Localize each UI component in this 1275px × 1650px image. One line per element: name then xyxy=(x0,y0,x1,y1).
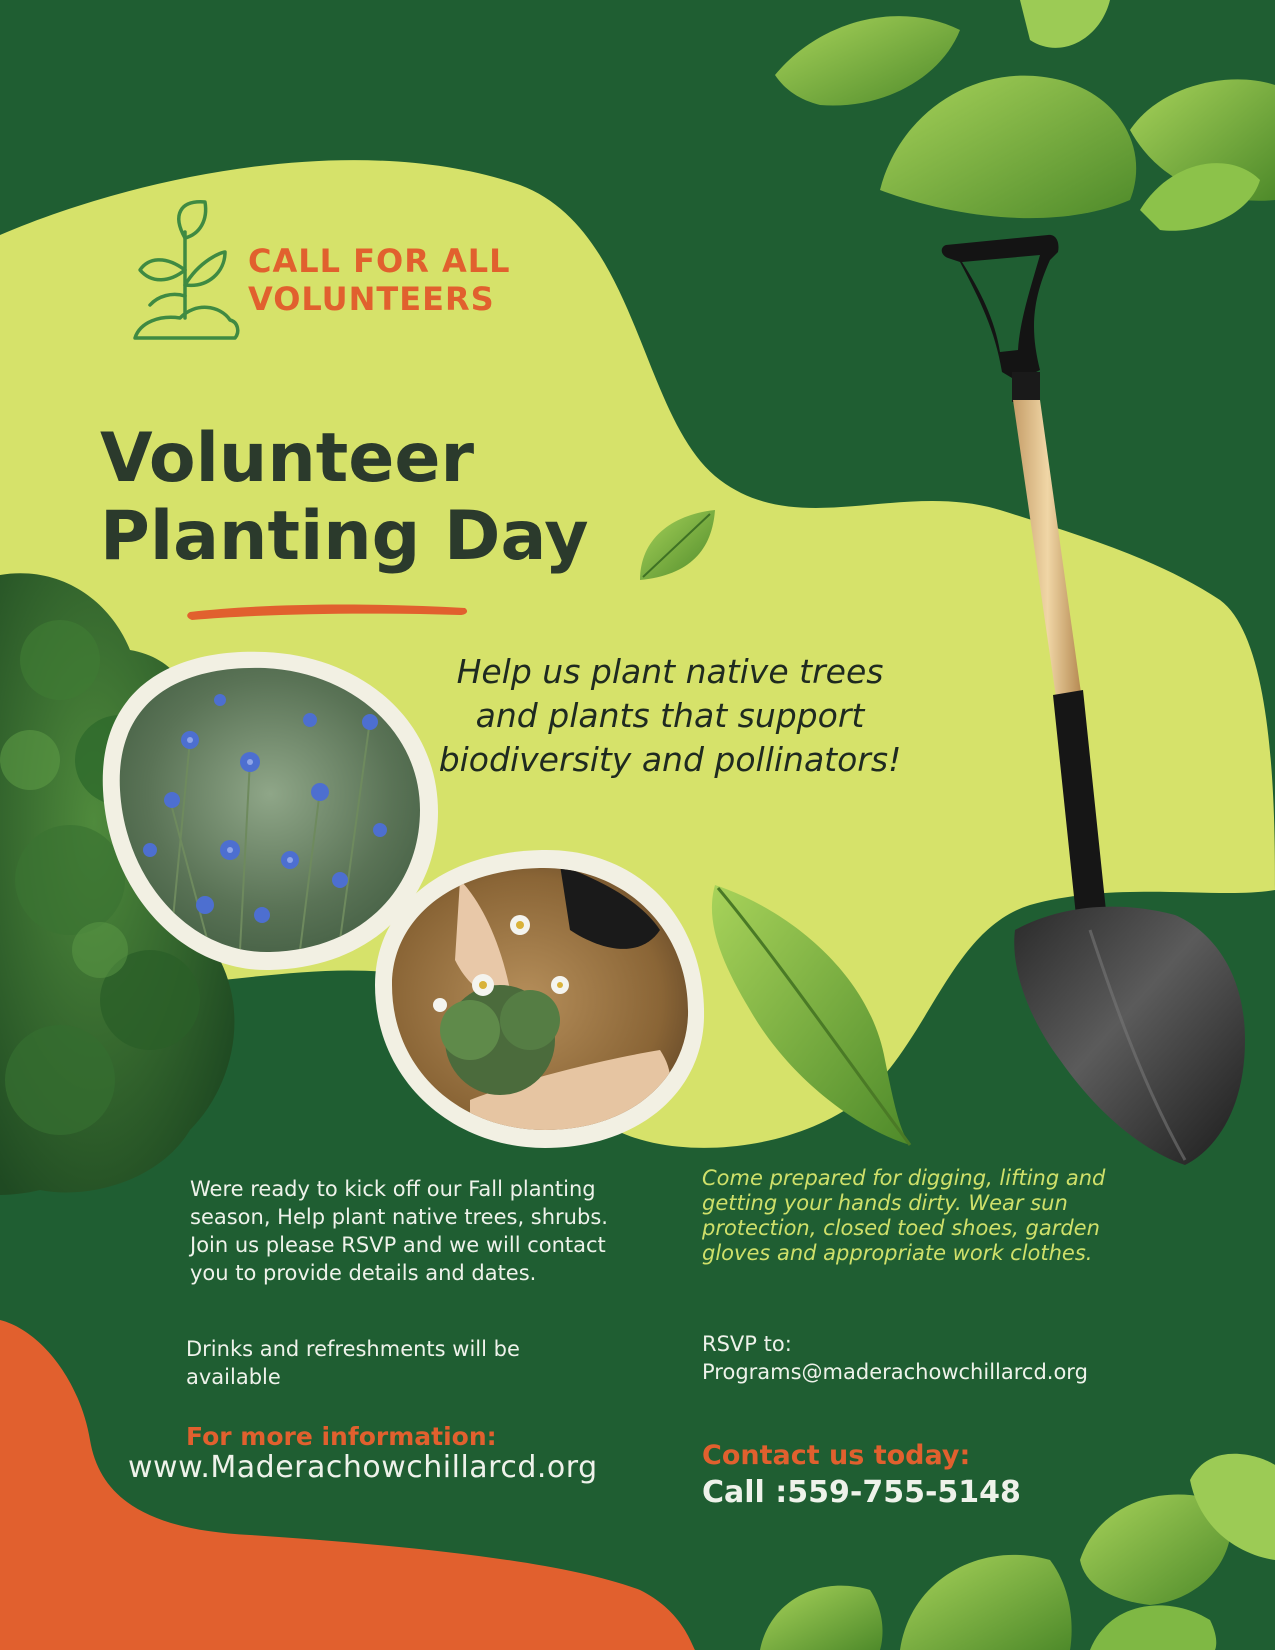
call-for-volunteers-badge xyxy=(248,242,511,318)
subtitle-line-1: Help us plant native trees xyxy=(456,652,884,691)
badge-line-1: CALL FOR ALL xyxy=(248,242,511,280)
website-link[interactable]: www.Maderachowchillarcd.org xyxy=(128,1450,598,1485)
subtitle xyxy=(430,650,910,782)
event-details-line-1: Were ready to kick off our Fall planting xyxy=(190,1177,596,1201)
refreshments-note xyxy=(186,1335,626,1391)
preparation-notes xyxy=(702,1166,1182,1266)
subtitle-line-2: and plants that support xyxy=(475,696,865,735)
contact-label: Contact us today: xyxy=(702,1440,971,1471)
preparation-line-4: gloves and appropriate work clothes. xyxy=(702,1241,1093,1265)
preparation-line-3: protection, closed toed shoes, garden xyxy=(702,1216,1100,1240)
more-info-label: For more information: xyxy=(186,1422,497,1451)
title-line-1: Volunteer xyxy=(100,419,475,498)
preparation-line-2: getting your hands dirty. Wear sun xyxy=(702,1191,1068,1215)
refreshments-line-1: Drinks and refreshments will be xyxy=(186,1337,520,1361)
title-line-2: Planting Day xyxy=(100,497,589,576)
event-details xyxy=(190,1175,680,1287)
rsvp-email-link[interactable]: Programs@maderachowchillarcd.org xyxy=(702,1360,1088,1384)
event-details-line-3: Join us please RSVP and we will contact xyxy=(190,1233,606,1257)
event-details-line-4: you to provide details and dates. xyxy=(190,1261,537,1285)
phone-number[interactable]: Call :559-755-5148 xyxy=(702,1475,1021,1510)
event-details-line-2: season, Help plant native trees, shrubs. xyxy=(190,1205,608,1229)
preparation-line-1: Come prepared for digging, lifting and xyxy=(702,1166,1106,1190)
subtitle-line-3: biodiversity and pollinators! xyxy=(438,740,902,779)
rsvp-label: RSVP to: xyxy=(702,1332,792,1356)
badge-line-2: VOLUNTEERS xyxy=(248,280,495,318)
refreshments-line-2: available xyxy=(186,1365,281,1389)
page-title xyxy=(100,420,589,576)
